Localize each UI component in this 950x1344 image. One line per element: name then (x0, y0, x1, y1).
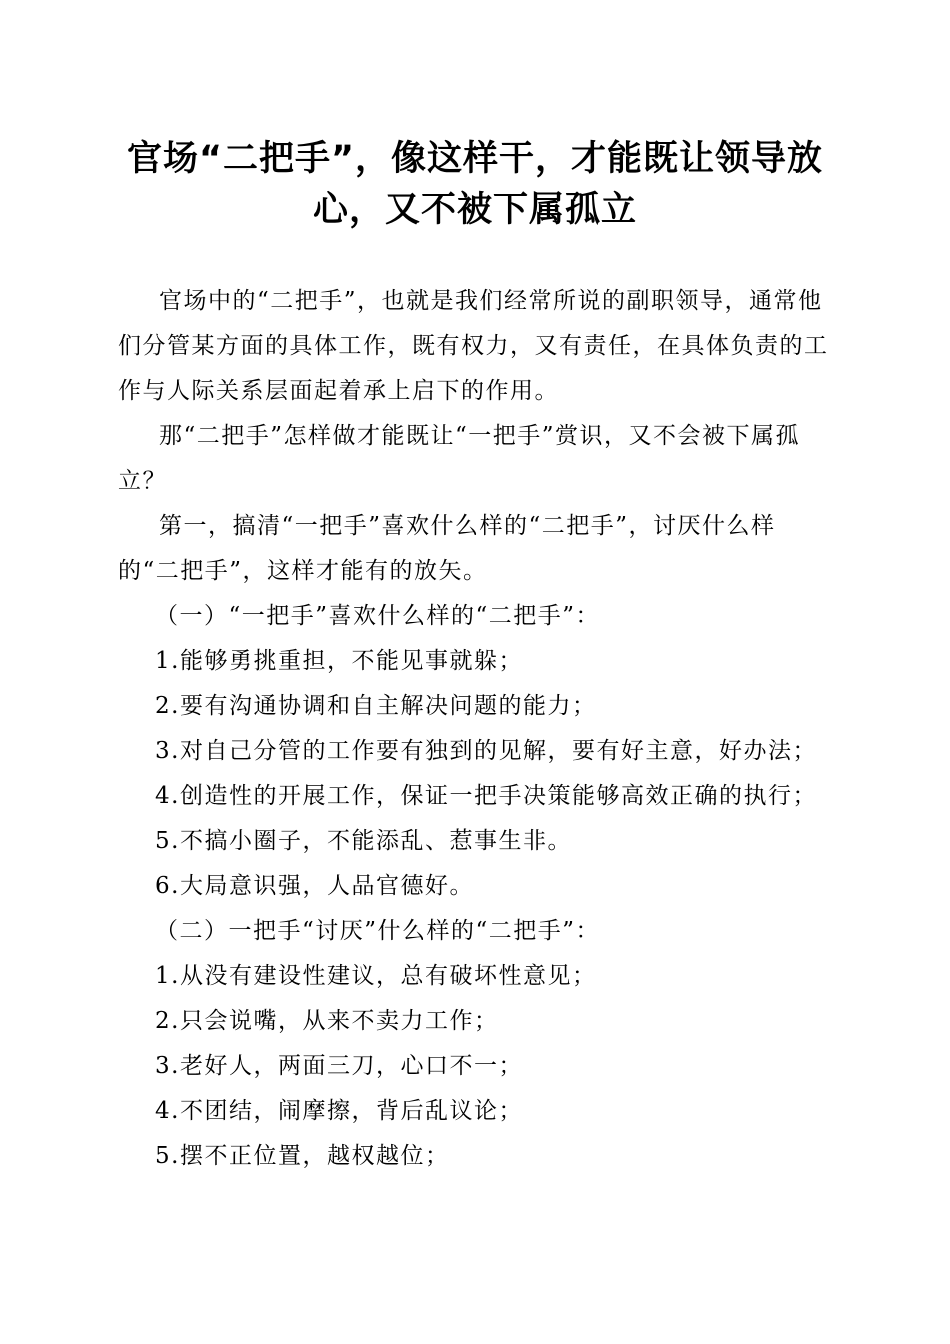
list-item: 4.创造性的开展工作，保证一把手决策能够高效正确的执行； (155, 783, 817, 809)
document-title: 官场“二把手”，像这样干，才能既让领导放心，又不被下属孤立 (126, 139, 823, 230)
paragraph-point-one: 第一，搞清“一把手”喜欢什么样的“二把手”，讨厌什么样的“二把手”，这样才能有的放矢。 (118, 513, 776, 584)
list-item: 6.大局意识强，人品官德好。 (155, 873, 474, 899)
list-item: 5.不搞小圈子，不能添乱、惹事生非。 (155, 828, 572, 854)
list-item: 1.从没有建设性建议，总有破坏性意见； (155, 963, 597, 989)
list-item: 3.对自己分管的工作要有独到的见解，要有好主意，好办法； (155, 738, 817, 764)
section-heading-dislikes: （二）一把手“讨厌”什么样的“二把手”： (155, 918, 601, 944)
list-item: 3.老好人，两面三刀，心口不一； (155, 1053, 523, 1079)
list-item: 4.不团结，闹摩擦，背后乱议论； (155, 1098, 523, 1124)
list-item: 2.要有沟通协调和自主解决问题的能力； (155, 693, 597, 719)
paragraph-intro: 官场中的“二把手”，也就是我们经常所说的副职领导，通常他们分管某方面的具体工作，既有权力，又有责任，在具体负责的工作与人际关系层面起着承上启下的作用。 (118, 288, 829, 404)
list-item: 5.摆不正位置，越权越位； (155, 1143, 450, 1169)
section-heading-likes: （一）“一把手”喜欢什么样的“二把手”： (155, 603, 601, 629)
list-item: 2.只会说嘴，从来不卖力工作； (155, 1008, 499, 1034)
paragraph-question: 那“二把手”怎样做才能既让“一把手”赏识，又不会被下属孤立？ (118, 423, 801, 494)
document-body (118, 279, 834, 1179)
list-item: 1.能够勇挑重担，不能见事就躲； (155, 648, 523, 674)
